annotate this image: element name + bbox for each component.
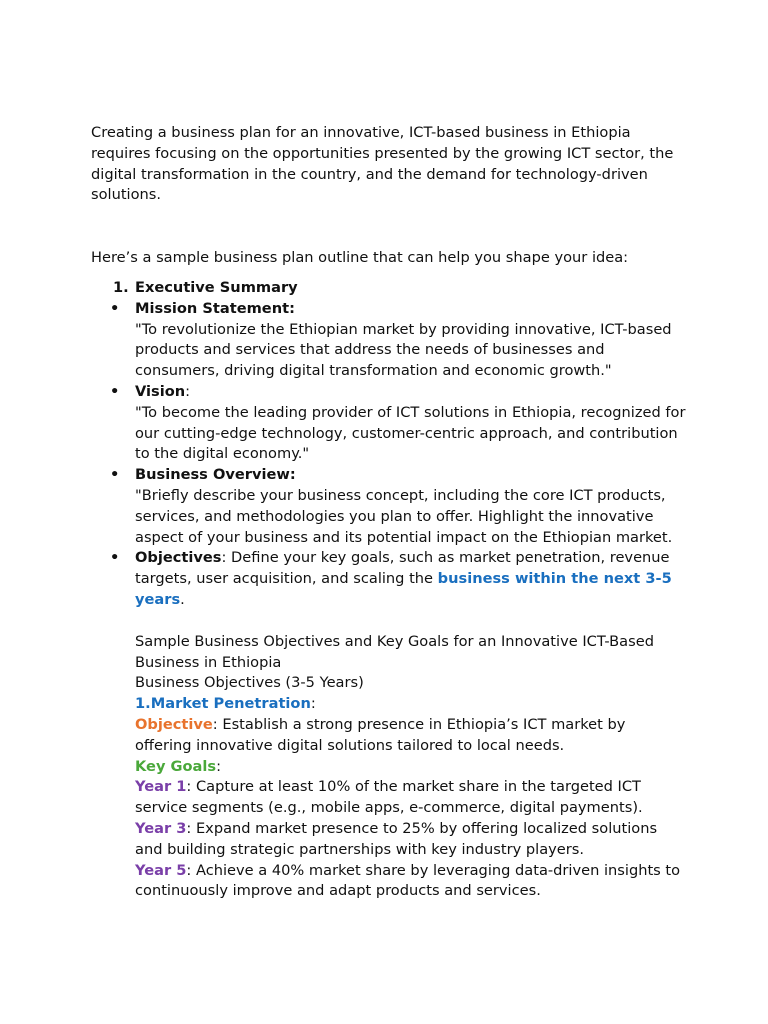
goal-label: Year 1 (135, 778, 187, 796)
goal-label: Year 5 (135, 861, 187, 879)
item-title: Market Penetration (150, 695, 311, 713)
intro-paragraph: Creating a business plan for an innovative, ICT-based business in Ethiopia requires focusing on the opportunities presented by the growing ICT sector, the digital transformation in the country, and the demand for technology-driven solutions. (91, 124, 674, 204)
bullet-icon: • (110, 549, 120, 567)
document-page (91, 123, 686, 902)
market-penetration-heading (135, 694, 686, 715)
item-number: 1. (135, 695, 151, 713)
key-goals-colon: : (216, 757, 222, 775)
objectives-label: Objectives (135, 549, 222, 567)
goal-year-1 (135, 777, 686, 819)
mission-label: Mission Statement: (135, 299, 295, 317)
objectives-end: . (180, 590, 185, 608)
bullet-icon: • (110, 466, 120, 484)
bullet-icon: • (110, 382, 120, 400)
bullet-business-overview (91, 465, 686, 548)
spacer (91, 611, 686, 632)
sample-objectives-block (91, 632, 686, 902)
bullet-vision (91, 382, 686, 465)
bullet-icon: • (110, 299, 120, 317)
objectives-text: : Define your key goals, such as market penetration, revenue targets, user acquisition, and scaling the (135, 549, 670, 588)
mission-text: "To revolutionize the Ethiopian market by providing innovative, ICT-based products and services that address the needs of businesses and consumers, driving digital transformation and economic growth." (135, 320, 672, 380)
overview-text: "Briefly describe your business concept, including the core ICT products, services, and methodologies you plan to offer. Highlight the innovative aspect of your business and its potential impact on the Ethiopian market. (135, 486, 673, 546)
sample-heading: Sample Business Objectives and Key Goals for an Innovative ICT-Based Business in Ethiopia (135, 632, 654, 671)
item-colon: : (310, 695, 316, 713)
key-goals-label: Key Goals (135, 757, 217, 775)
vision-text: "To become the leading provider of ICT solutions in Ethiopia, recognized for our cutting-edge technology, customer-centric approach, and contribution to the digital economy." (135, 403, 686, 463)
key-goals-line (135, 757, 686, 778)
objectives-highlight: business within the next 3-5 years (135, 570, 672, 608)
vision-colon: : (185, 382, 191, 400)
goal-text: : Achieve a 40% market share by leveraging data-driven insights to continuously improve and adapt products and services. (135, 861, 681, 900)
objective-text: : Establish a strong presence in Ethiopia’s ICT market by offering innovative digital solutions tailored to local needs. (135, 715, 626, 754)
goal-year-5 (135, 861, 686, 903)
lead-paragraph: Here’s a sample business plan outline that can help you shape your idea: (91, 249, 629, 267)
goal-text: : Capture at least 10% of the market share in the targeted ICT service segments (e.g., mobile apps, e-commerce, digital payments). (135, 778, 643, 817)
section-title: Executive Summary (135, 278, 298, 296)
goal-year-3 (135, 819, 686, 861)
vision-label: Vision (135, 382, 186, 400)
goal-label: Year 3 (135, 819, 187, 837)
section-number: 1. (113, 278, 129, 296)
bullet-objectives (91, 548, 686, 610)
sample-subheading: Business Objectives (3-5 Years) (135, 674, 364, 692)
section-heading-executive-summary (91, 278, 686, 299)
overview-label: Business Overview: (135, 466, 296, 484)
objective-label: Objective (135, 715, 213, 733)
bullet-mission (91, 299, 686, 382)
goal-text: : Expand market presence to 25% by offering localized solutions and building strategic partnerships with key industry players. (135, 819, 658, 858)
objective-line (135, 715, 686, 757)
